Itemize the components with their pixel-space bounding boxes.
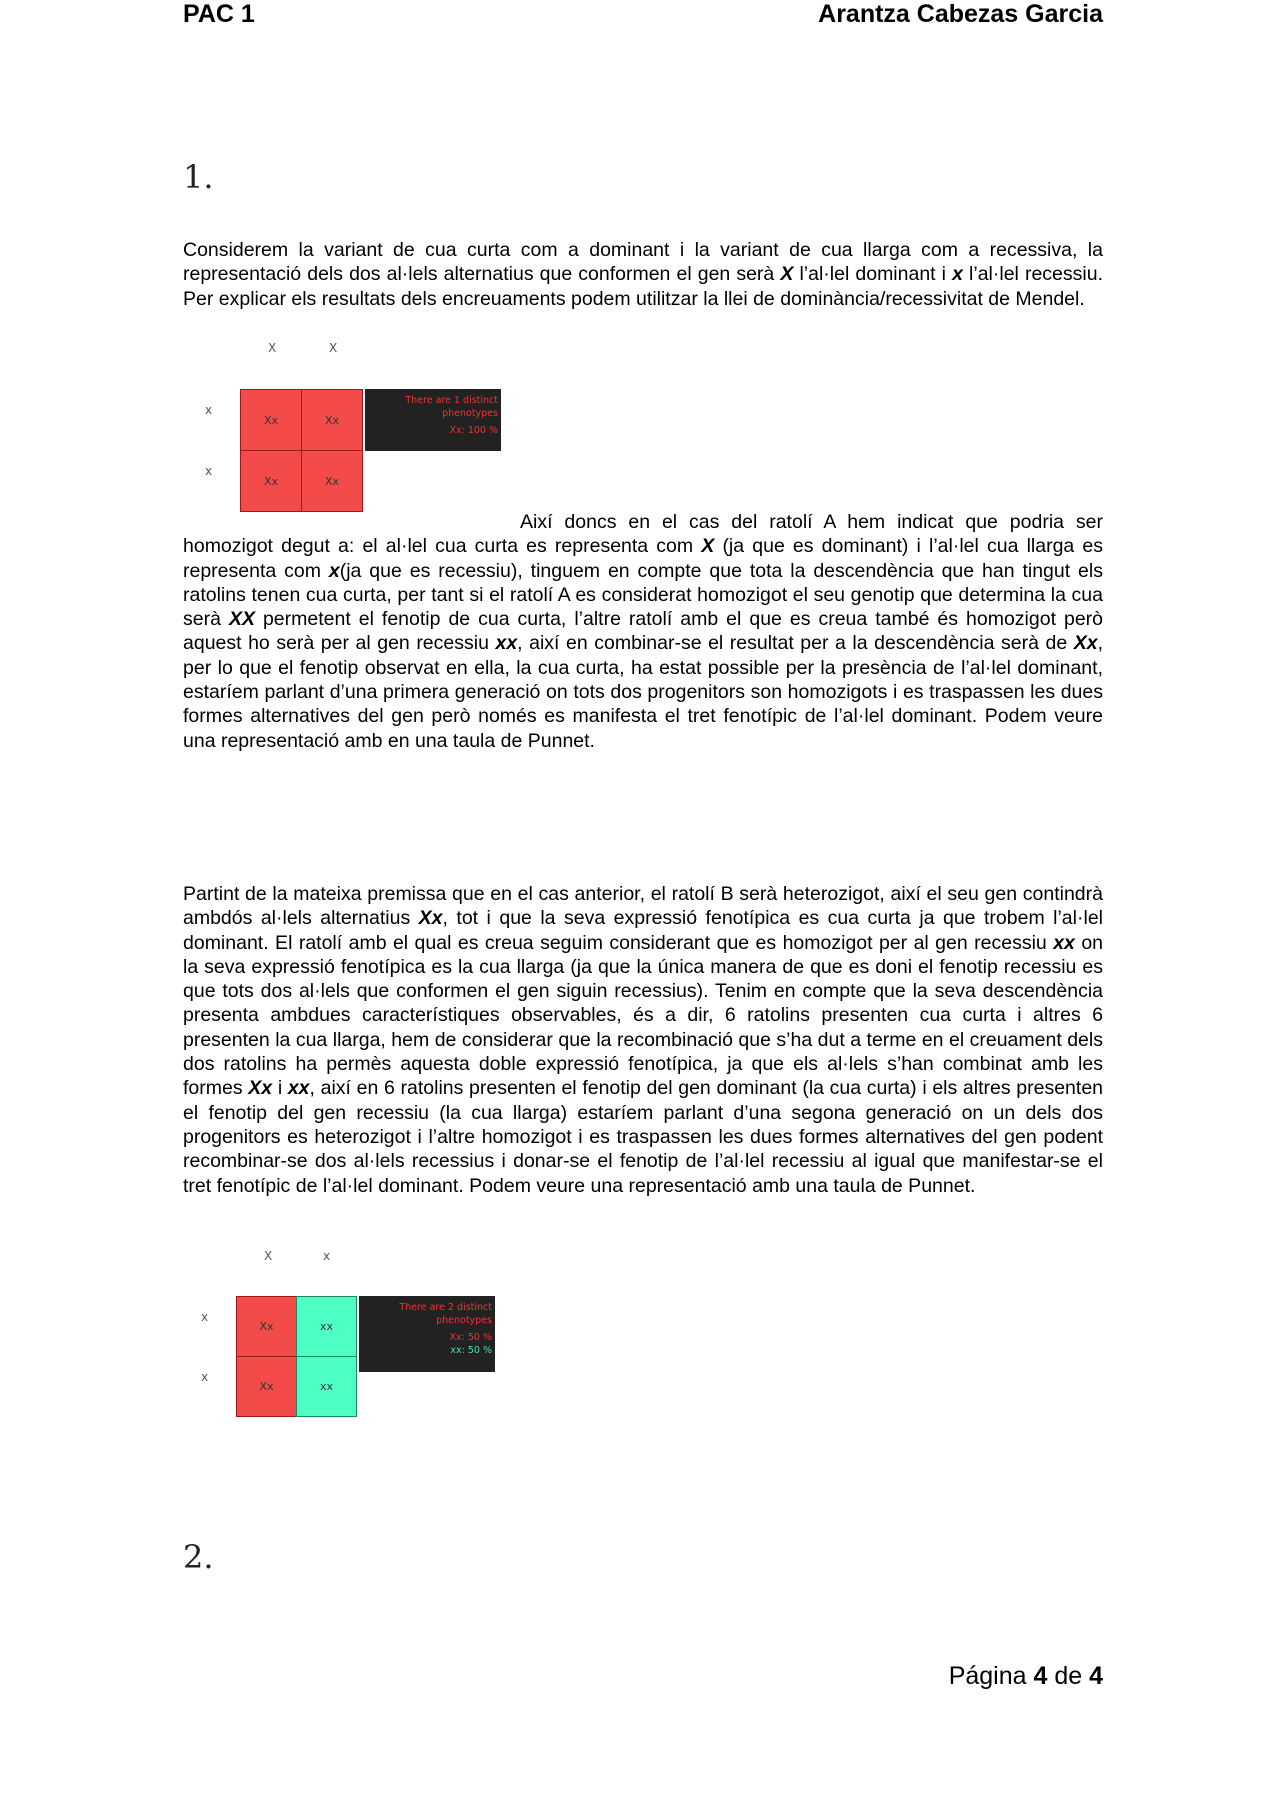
punnett-cell: Xx <box>301 389 363 451</box>
phenotype-legend <box>359 1296 495 1372</box>
paragraph-3 <box>183 882 1103 1198</box>
genotype: Xx <box>248 1077 273 1100</box>
legend-line: xx: 50 % <box>450 1345 492 1356</box>
page-total: 4 <box>1089 1662 1103 1690</box>
punnett-cell: Xx <box>236 1296 297 1357</box>
phenotype-legend <box>365 389 501 451</box>
text-run: l’al·lel dominant i <box>793 263 953 286</box>
text-run: i <box>272 1077 288 1100</box>
section-number-1: 1. <box>183 158 214 196</box>
genotype: xx <box>287 1077 310 1100</box>
punnett-top-allele: X <box>329 341 338 355</box>
text-run: (ja que es recessiu), tinguem en compte que tota la descendència que han tingut els ratolins tenen cua curta, per tant si el ratolí A es considerat homozigot el seu genotip que determina la cua serà <box>183 559 1103 631</box>
header-left: PAC 1 <box>183 0 255 28</box>
punnett-side-allele: x <box>205 464 213 478</box>
text-run: Així doncs en el cas del ratolí A hem indicat que podria ser homozigot degut a: el al·lel cua curta es representa com <box>183 511 1103 558</box>
text-run: permetent el fenotip de cua curta, l’altre ratolí amb el que es creua també és homozigot però aquest ho serà per al gen recessiu <box>183 608 1104 655</box>
punnett-cell: xx <box>296 1356 357 1417</box>
legend-line: Xx: 50 % <box>449 1332 492 1343</box>
allele-recessive: x <box>952 263 963 286</box>
text-run: (ja que es dominant) i l’al·lel cua llarga es representa com <box>183 535 1104 582</box>
punnett-top-allele: X <box>268 341 277 355</box>
punnett-cell: Xx <box>240 389 302 451</box>
punnett-side-allele: x <box>201 1310 209 1324</box>
legend-title: There are 2 distinct phenotypes <box>399 1302 492 1326</box>
text-run: Considerem la variant de cua curta com a dominant i la variant de cua llarga com a recessiva, la representació dels dos al·lels alternatius que conformen el gen serà <box>183 239 1103 286</box>
punnett-cell: Xx <box>236 1356 297 1417</box>
text-run: on la seva expressió fenotípica es la cua llarga (ja que la única manera de que es doni el fenotip recessiu es que tots dos al·lels que conformen el gen siguin recessius). Tenim en compte que la seva descendència presenta ambdues característiques observables, és a dir, 6 ratolins presenten cua curta i altres 6 presenten la cua llarga, hem de considerar que la recombinació que s’ha dut a terme en el creuament dels dos ratolins ha permès aquesta doble expressió fenotípica, ja que els al·lels s’han combinat amb les formes <box>183 931 1104 1100</box>
punnett-cell: xx <box>296 1296 357 1357</box>
page-number: 4 <box>1033 1662 1048 1690</box>
text-run: , per lo que el fenotip observat en ella, la cua curta, ha estat possible per la presència de l’al·lel dominant, estaríem parlant d’una primera generació on tots dos progenitors son homozigots i es traspassen les dues formes alternatives del gen però només es manifesta el tret fenotípic de l’al·lel dominant. Podem veure una representació amb en una taula de Punnet. <box>183 632 1103 752</box>
header-right: Arantza Cabezas Garcia <box>818 0 1103 28</box>
punnett-cell: Xx <box>301 450 363 512</box>
legend-line: Xx: 100 % <box>449 425 498 436</box>
allele-dominant: X <box>701 535 715 558</box>
genotype: Xx <box>1073 632 1098 655</box>
genotype: xx <box>495 632 518 655</box>
genotype: Xx <box>418 907 443 930</box>
text-run: Partint de la mateixa premissa que en el cas anterior, el ratolí B serà heterozigot, així el seu gen contindrà ambdós al·lels alternatius <box>183 883 1103 930</box>
paragraph-1 <box>183 238 1103 311</box>
punnett-cell: Xx <box>240 450 302 512</box>
text-run: , tot i que la seva expressió fenotípica es cua curta ja que trobem l’al·lel dominant. El ratolí amb el qual es creua seguim considerant que es homozigot per al gen recessiu <box>183 907 1103 954</box>
footer-prefix: Página <box>948 1662 1034 1690</box>
section-number-2: 2. <box>183 1538 214 1576</box>
punnett-side-allele: x <box>201 1370 209 1384</box>
text-run: , així en 6 ratolins presenten el fenotip del gen dominant (la cua curta) i els altres presenten el fenotip del gen recessiu (la cua llarga) estaríem parlant d’una segona generació on un dels dos progenitors es heterozigot i l’altre homozigot i es traspassen les dues formes alternatives del gen podent recombinar-se dos al·lels recessius i donar-se el fenotip de l’al·lel recessiu al igual que manifestar-se el tret fenotípic de l’al·lel dominant. Podem veure una representació amb una taula de Punnet. <box>183 1077 1104 1197</box>
text-run: l’al·lel recessiu. Per explicar els resultats dels encreuaments podem utilitzar la llei de dominància/recessivitat de Mendel. <box>183 263 1103 310</box>
paragraph-2 <box>183 510 1103 753</box>
text-run: , així en combinar-se el resultat per a la descendència serà de <box>517 632 1074 655</box>
genotype: XX <box>228 608 255 631</box>
genotype: xx <box>1053 931 1075 954</box>
punnett-top-allele: X <box>264 1249 273 1263</box>
punnett-side-allele: x <box>205 403 213 417</box>
allele-recessive: x <box>328 559 340 582</box>
punnett-top-allele: x <box>323 1249 331 1263</box>
allele-dominant: X <box>780 263 794 286</box>
legend-title: There are 1 distinct phenotypes <box>405 395 498 419</box>
footer-mid: de <box>1047 1662 1090 1690</box>
page-footer <box>949 1662 1103 1691</box>
